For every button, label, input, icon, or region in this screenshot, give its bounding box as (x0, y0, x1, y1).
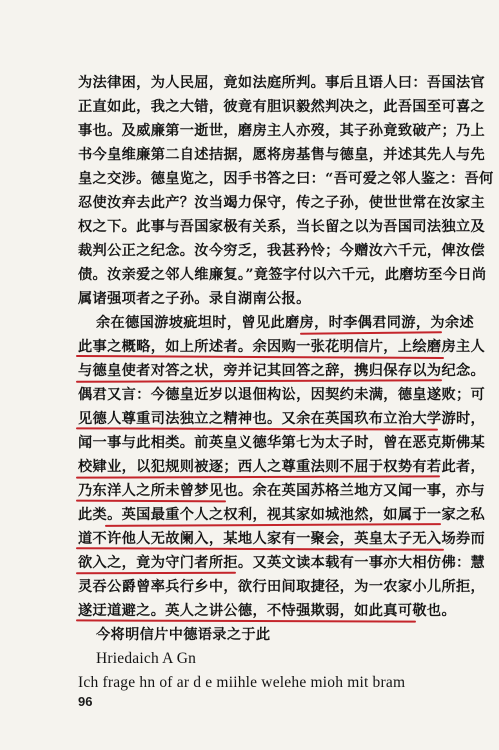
german-text-line: Ich frage hn of ar d e miihle welehe mioh mit bram (78, 674, 406, 691)
text-line: 见德人尊重司法独立之精神也。又余在英国玖布立治大学游时， (78, 411, 486, 427)
text-line: 乃东洋人之所未曾梦见也。余在英国苏格兰地方又闻一事，亦与 (78, 483, 486, 499)
text-line: 偶君又言：今德皇近岁以退佃构讼，因契约未满，德皇遂败；可 (78, 387, 486, 403)
paragraph-first-line: 余在德国游坡疵坦时，曾见此磨房，时李偶君同游，为余述 (96, 315, 474, 331)
german-text-line: Hriedaich A Gn (96, 650, 197, 667)
text-line: 与德皇使者对答之状，旁并记其回答之辞，携归保存以为纪念。 (78, 363, 486, 379)
text-line: 债。汝亲爱之邻人维廉复。”竟签字付以六千元，此磨坊至今日尚 (78, 267, 487, 283)
text-line: 遂迂道避之。英人之讲公德，不恃强欺弱，如此真可敬也。 (78, 603, 456, 619)
text-line: 皇之交涉。德皇览之，因手书答之曰：“吾可爱之邻人鉴之：吾何 (78, 171, 494, 187)
text-line: 忍使汝弃去此产？汝当竭力保守，传之子孙，使世世常在汝家主 (78, 195, 486, 211)
text-line: 此类。英国最重个人之权利，视其家如城池然，如属于一家之私 (78, 507, 486, 523)
page-number: 96 (78, 694, 93, 709)
text-line: 裁判公正之纪念。汝今穷乏，我甚矜怜；今赠汝六千元，俾汝偿 (78, 243, 486, 259)
text-line: 书今皇维廉第二自述拮据，愿将房基售与德皇，并述其先人与先 (78, 147, 486, 163)
text-line: 权之下。此事与吾国家极有关系，当长留之以为吾国司法独立及 (78, 219, 486, 235)
paragraph-first-line: 今将明信片中德语录之于此 (96, 627, 271, 643)
text-line: 灵吞公爵曾率兵行乡中，欲行田间取捷径，为一农家小儿所拒， (78, 579, 486, 595)
text-line: 校肄业，以犯规则被逐；西人之尊重法则不屈于权势有若此者， (78, 459, 486, 475)
text-line: 道不许他人无故阑入，某地人家有一聚会，英皇太子无入场券而 (78, 531, 486, 547)
text-line: 属诸强项者之子孙。录自湖南公报。 (78, 291, 311, 307)
text-line: 欲入之，竟为守门者所拒。又英文读本载有一事亦大相仿佛：慧 (78, 555, 486, 571)
text-line: 正直如此，我之大错，彼竟有胆识毅然判决之，此吾国至可喜之 (78, 99, 486, 115)
text-line: 事也。及威廉第一逝世，磨房主人亦歿，其子孙竟致破产；乃上 (78, 123, 486, 139)
text-line: 此事之概略，如上所述者。余因购一张花明信片，上绘磨房主人 (78, 339, 486, 355)
text-line: 闻一事与此相类。前英皇义德华第七为太子时，曾在恶克斯佛某 (78, 435, 486, 451)
text-line: 为法律困，为人民屈，竟如法庭所判。事后且语人曰：吾国法官 (78, 75, 486, 91)
